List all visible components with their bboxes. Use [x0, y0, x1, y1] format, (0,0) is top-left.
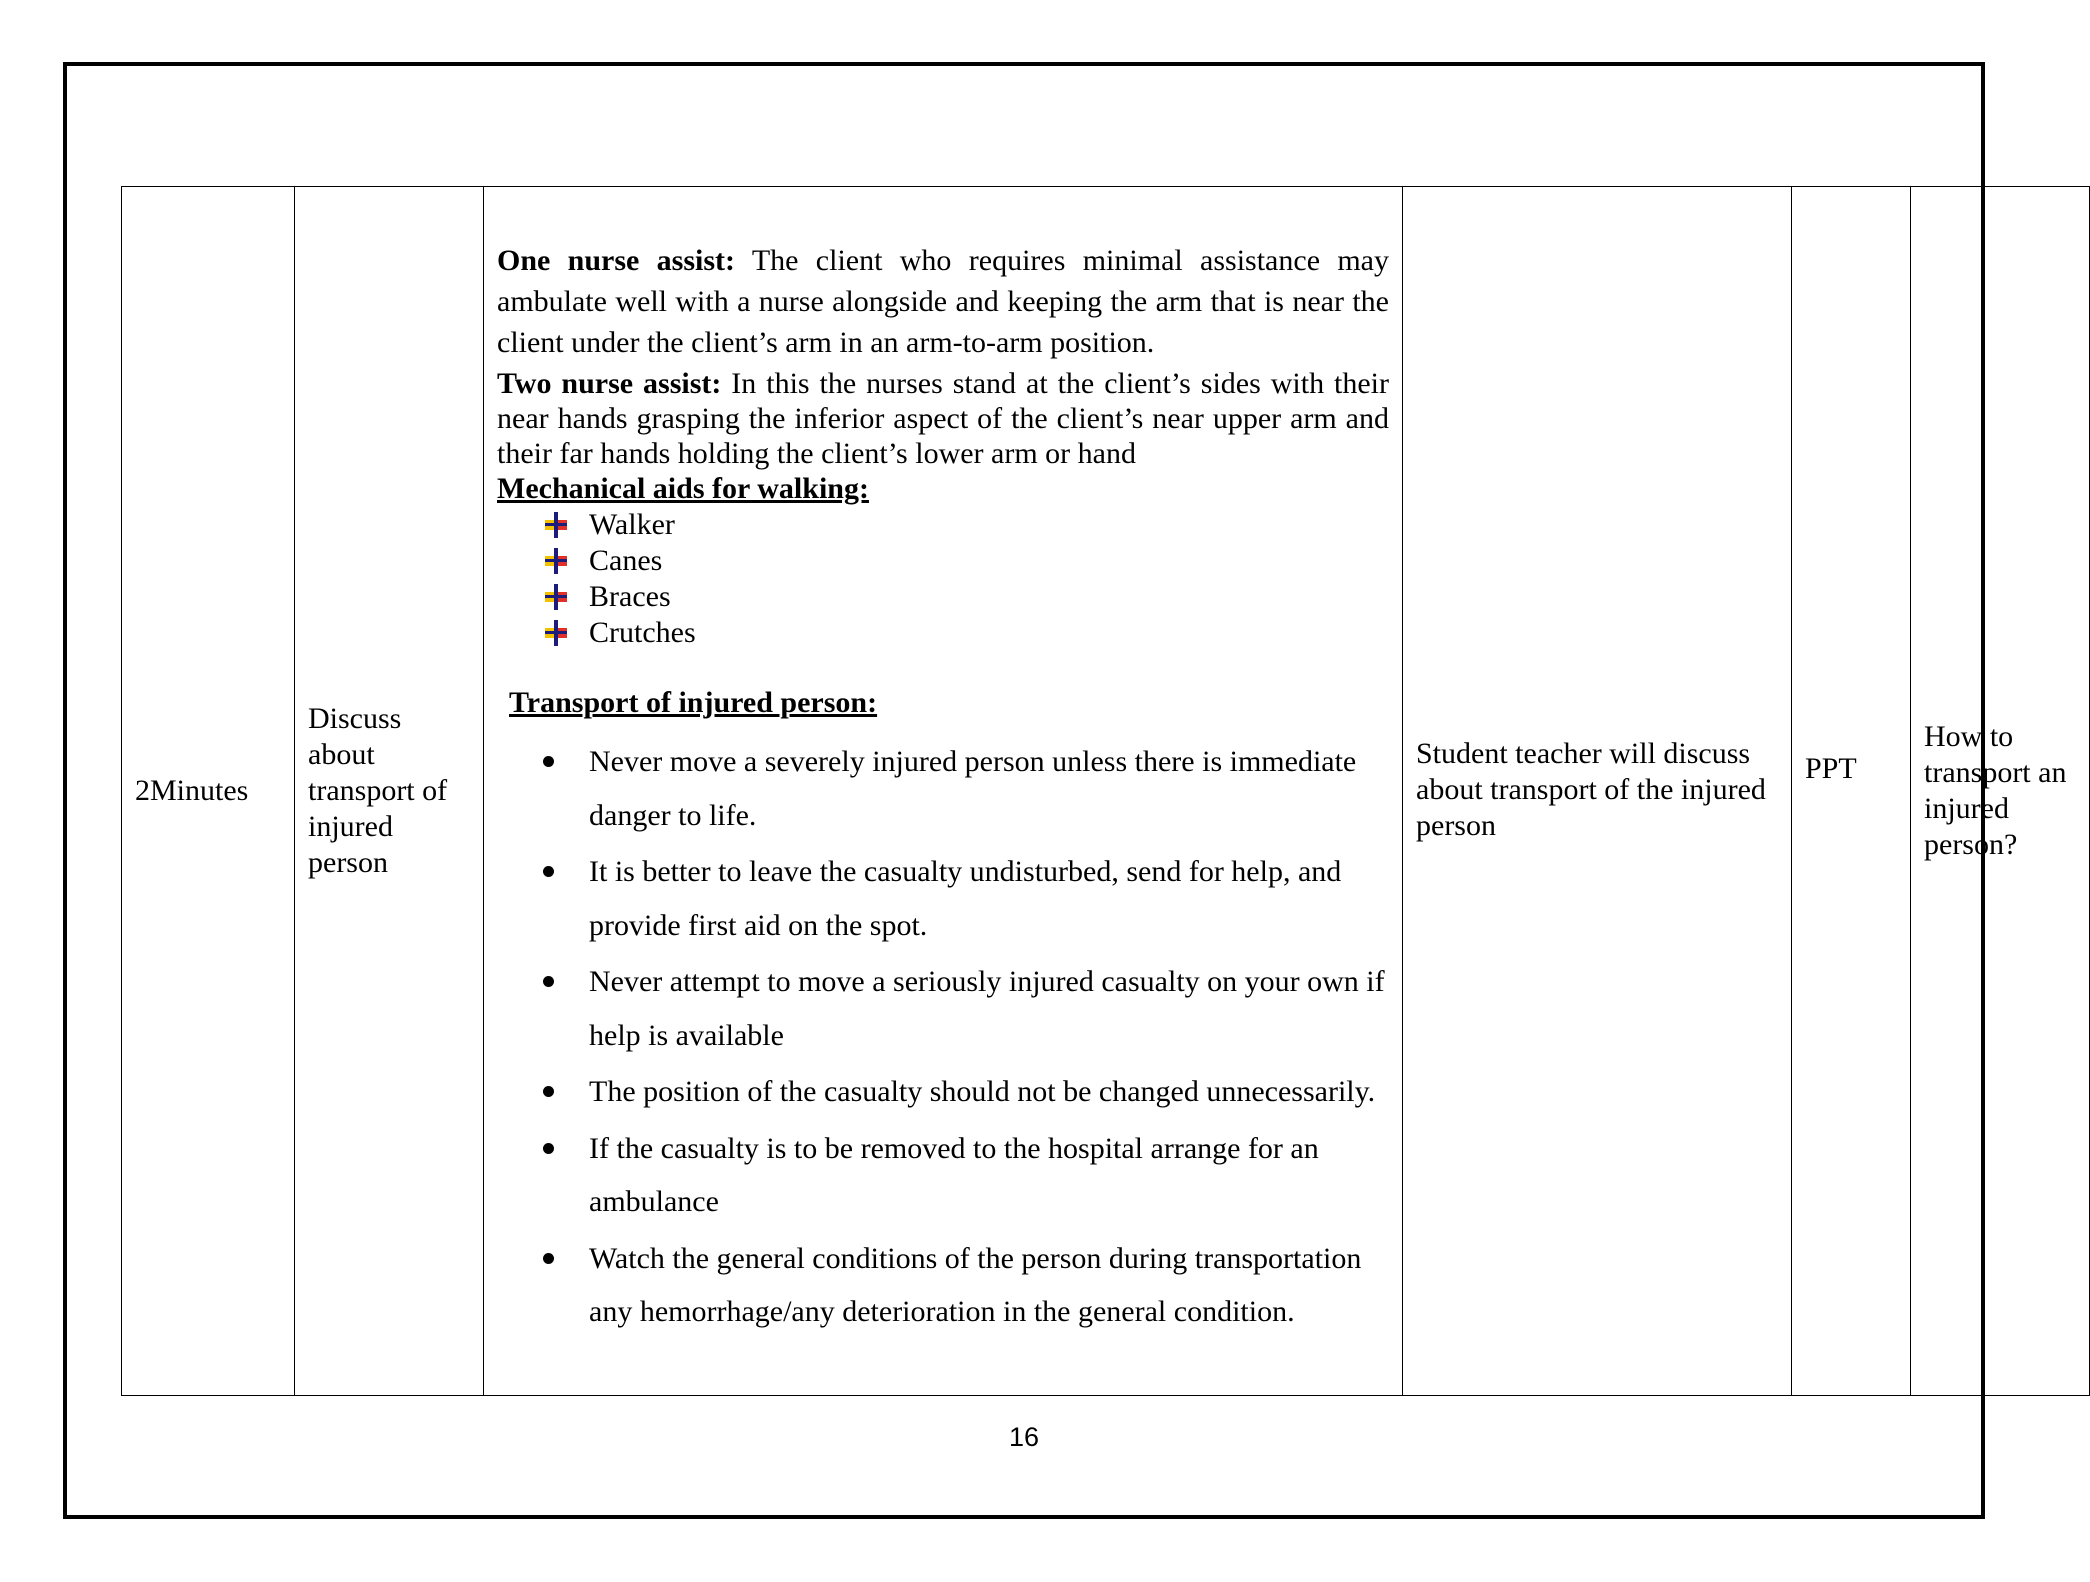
- one-nurse-assist-text: The client who requires minimal assistance may ambulate well with a nurse alongside and keeping the arm that is near the client under the client’s arm in an arm-to-arm position.: [497, 244, 1389, 360]
- list-item: [543, 543, 1389, 579]
- two-nurse-assist-text: In this the nurses stand at the client’s sides with their near hands grasping the inferior aspect of the client’s near upper arm and their far hands holding the client’s lower arm or hand: [497, 367, 1389, 471]
- list-item: [497, 955, 1389, 1062]
- page-number: 16: [1008, 1422, 1040, 1452]
- list-item: [543, 507, 1389, 543]
- bullet-icon: [543, 756, 554, 767]
- multicolor-arrow-cross-icon: [543, 512, 569, 538]
- list-item: [497, 845, 1389, 952]
- evaluation-cell: [1911, 187, 2090, 1396]
- bullet-icon: [543, 1253, 554, 1264]
- one-nurse-assist-label: One nurse assist:: [497, 244, 736, 278]
- list-item: [543, 615, 1389, 651]
- rule-text: Watch the general conditions of the person during transportation any hemorrhage/any deterioration in the general condition.: [589, 1241, 1362, 1329]
- aid-label: Braces: [589, 580, 671, 614]
- one-nurse-assist-paragraph: [497, 240, 1389, 363]
- transport-rules-list: [497, 735, 1389, 1339]
- rule-text: If the casualty is to be removed to the hospital arrange for an ambulance: [589, 1131, 1319, 1219]
- transport-heading: Transport of injured person:: [509, 686, 878, 720]
- time-text: 2Minutes: [135, 774, 249, 807]
- mechanical-aids-heading: Mechanical aids for walking:: [497, 472, 869, 506]
- av-aid-text: PPT: [1805, 752, 1857, 785]
- two-nurse-assist-label: Two nurse assist:: [497, 367, 722, 401]
- list-item: [497, 1065, 1389, 1119]
- two-nurse-assist-paragraph: [497, 366, 1389, 471]
- bullet-icon: [543, 976, 554, 987]
- rule-text: The position of the casualty should not be changed unnecessarily.: [589, 1075, 1376, 1109]
- mechanical-aids-list: [497, 507, 1389, 651]
- bullet-icon: [543, 866, 554, 877]
- aid-label: Canes: [589, 544, 663, 578]
- list-item: [543, 579, 1389, 615]
- table-row: [122, 187, 2090, 1396]
- bullet-icon: [543, 1143, 554, 1154]
- time-cell: [122, 187, 295, 1396]
- list-item: [497, 1232, 1389, 1339]
- aid-label: Crutches: [589, 616, 696, 650]
- objective-text: Discuss about transport of injured person: [308, 702, 448, 879]
- lesson-plan-table: [121, 186, 2090, 1396]
- av-aid-cell: [1792, 187, 1911, 1396]
- evaluation-text: How to transport an injured person?: [1924, 720, 2067, 861]
- rule-text: It is better to leave the casualty undisturbed, send for help, and provide first aid on the spot.: [589, 855, 1342, 942]
- rule-text: Never move a severely injured person unless there is immediate danger to life.: [589, 745, 1357, 832]
- list-item: [497, 735, 1389, 842]
- multicolor-arrow-cross-icon: [543, 548, 569, 574]
- activity-text: Student teacher will discuss about transport of the injured person: [1416, 736, 1766, 842]
- bullet-icon: [543, 1086, 554, 1097]
- content-cell: [484, 187, 1403, 1396]
- rule-text: Never attempt to move a seriously injured casualty on your own if help is available: [589, 965, 1385, 1052]
- multicolor-arrow-cross-icon: [543, 584, 569, 610]
- list-item: [497, 1122, 1389, 1229]
- multicolor-arrow-cross-icon: [543, 620, 569, 646]
- objective-cell: [295, 187, 484, 1396]
- activity-cell: [1403, 187, 1792, 1396]
- aid-label: Walker: [589, 508, 675, 542]
